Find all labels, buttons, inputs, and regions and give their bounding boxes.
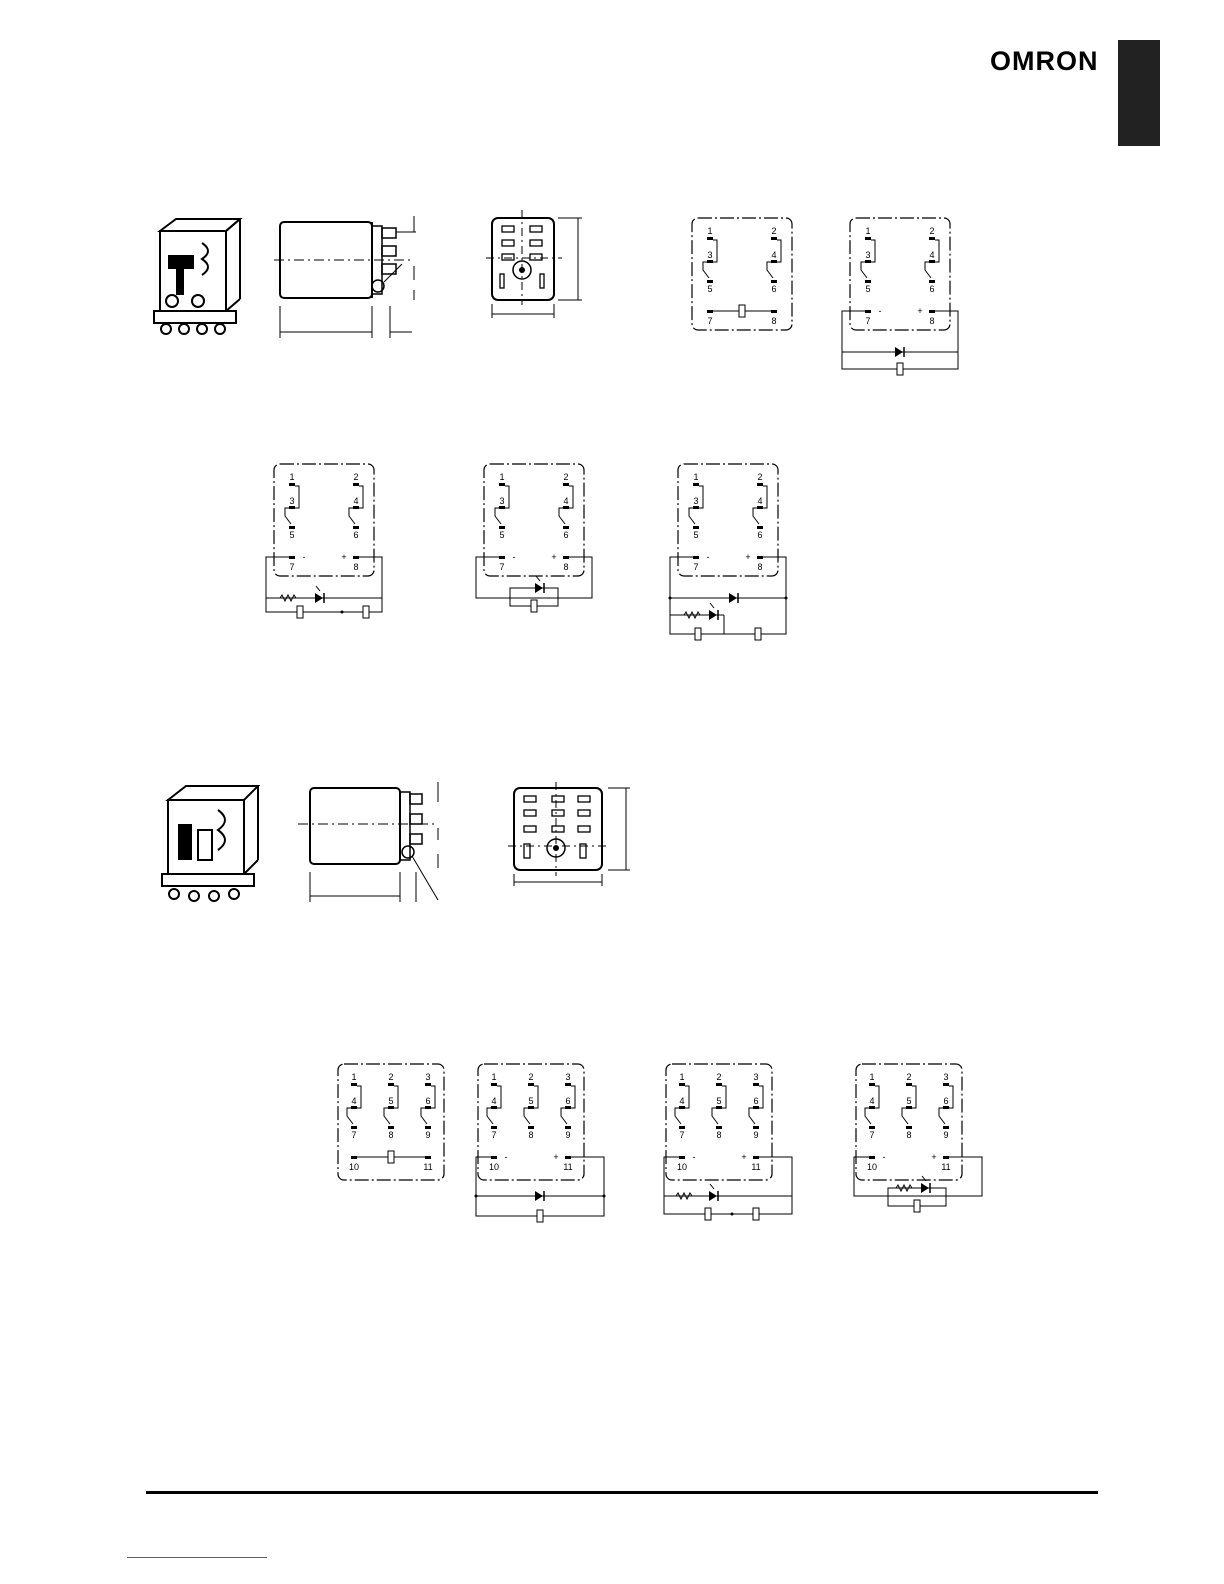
coil-symbol: [739, 305, 745, 317]
terminal-pad: [707, 260, 713, 263]
terminal-label: 10: [348, 1162, 360, 1172]
contact-switch: [712, 1108, 718, 1124]
terminal-label: 8: [757, 562, 763, 572]
polarity-plus: +: [341, 552, 347, 562]
terminal-label: 3: [289, 496, 295, 506]
terminal-label: 6: [929, 284, 935, 294]
terminal-label: 5: [693, 530, 699, 540]
diode-symbol: [709, 610, 717, 620]
terminal-label: 10: [676, 1162, 688, 1172]
contact-arm: [534, 1086, 538, 1108]
terminal-label: 4: [757, 496, 763, 506]
terminal-diagram-2pole-led-resistor: [480, 460, 610, 625]
terminal-label: 3: [565, 1072, 571, 1082]
contact-arm: [763, 486, 767, 508]
terminal-pad: [707, 280, 713, 283]
terminal-pad: [499, 483, 505, 486]
terminal-label: 9: [943, 1130, 949, 1140]
terminal-pad: [869, 1106, 875, 1109]
contact-arm: [295, 486, 299, 508]
terminal-label: 2: [388, 1072, 394, 1082]
terminal-label: 9: [565, 1130, 571, 1140]
terminal-pad: [499, 526, 505, 529]
terminal-pad: [865, 237, 871, 240]
contact-switch: [902, 1108, 908, 1124]
terminal-label: 10: [488, 1162, 500, 1172]
contact-switch: [767, 262, 773, 278]
contact-switch: [689, 508, 695, 524]
terminal-pad: [906, 1083, 912, 1086]
terminal-pad: [693, 556, 699, 559]
terminal-diagram-4pole-led-resistor: [852, 1060, 992, 1225]
contact-switch: [487, 1108, 493, 1124]
terminal-pad: [491, 1126, 497, 1129]
terminal-pad: [753, 1126, 759, 1129]
terminal-pad: [869, 1156, 875, 1159]
terminal-pad: [865, 310, 871, 313]
contact-switch: [753, 508, 759, 524]
coil-symbol: [755, 628, 761, 640]
contact-switch: [349, 508, 355, 524]
terminal-pad: [771, 237, 777, 240]
terminal-pad: [425, 1106, 431, 1109]
terminal-label: 2: [929, 226, 935, 236]
polarity-minus: -: [504, 1152, 508, 1162]
terminal-pad: [929, 237, 935, 240]
diode-symbol: [729, 593, 737, 603]
diode-symbol: [895, 347, 903, 357]
terminal-label: 1: [351, 1072, 357, 1082]
section-tab: [1118, 40, 1160, 146]
terminal-diagram-2pole-diode-led: [674, 460, 804, 645]
terminal-pad: [425, 1083, 431, 1086]
terminal-label: 6: [757, 530, 763, 540]
terminal-pad: [943, 1083, 949, 1086]
terminal-label: 2: [563, 472, 569, 482]
contact-arm: [912, 1086, 916, 1108]
terminal-label: 5: [707, 284, 713, 294]
terminal-pad: [351, 1126, 357, 1129]
polarity-plus: +: [745, 552, 751, 562]
terminal-pad: [289, 483, 295, 486]
coil-symbol: [897, 363, 903, 375]
terminal-label: 1: [865, 226, 871, 236]
terminal-label: 9: [753, 1130, 759, 1140]
terminal-pad: [528, 1083, 534, 1086]
terminal-label: 5: [906, 1096, 912, 1106]
terminal-label: 4: [351, 1096, 357, 1106]
terminal-pad: [679, 1126, 685, 1129]
terminal-pad: [563, 526, 569, 529]
terminal-pad: [716, 1106, 722, 1109]
terminal-pad: [716, 1126, 722, 1129]
coil-symbol: [363, 606, 369, 618]
terminal-pad: [679, 1156, 685, 1159]
contact-arm: [497, 1086, 501, 1108]
polarity-minus: -: [882, 1152, 886, 1162]
footer-rule: [146, 1491, 1098, 1494]
contact-switch: [561, 1108, 567, 1124]
terminal-pad: [491, 1083, 497, 1086]
relay-2pole-illustration: [150, 215, 246, 345]
contact-switch: [285, 508, 291, 524]
terminal-diagram-2pole-standard: [688, 214, 798, 334]
contact-switch: [675, 1108, 681, 1124]
terminal-label: 7: [289, 562, 295, 572]
contact-switch: [384, 1108, 390, 1124]
terminal-label: 1: [693, 472, 699, 482]
terminal-diagram-2pole-diode: [846, 214, 976, 379]
terminal-pad: [757, 556, 763, 559]
terminal-label: 11: [751, 1162, 761, 1172]
contact-arm: [871, 240, 875, 262]
contact-arm: [699, 486, 703, 508]
terminal-pad: [865, 280, 871, 283]
terminal-label: 3: [499, 496, 505, 506]
contact-arm: [431, 1086, 435, 1108]
contact-switch: [347, 1108, 353, 1124]
contact-arm: [949, 1086, 953, 1108]
terminal-pad: [771, 280, 777, 283]
terminal-label: 3: [693, 496, 699, 506]
terminal-label: 11: [423, 1162, 433, 1172]
terminal-pad: [353, 506, 359, 509]
terminal-pad: [869, 1083, 875, 1086]
terminal-pad: [679, 1083, 685, 1086]
terminal-label: 5: [388, 1096, 394, 1106]
polarity-minus: -: [512, 552, 516, 562]
terminal-label: 1: [499, 472, 505, 482]
polarity-minus: -: [878, 306, 882, 316]
terminal-pad: [757, 526, 763, 529]
terminal-label: 1: [289, 472, 295, 482]
polarity-plus: +: [917, 306, 923, 316]
terminal-pad: [865, 260, 871, 263]
terminal-label: 4: [679, 1096, 685, 1106]
contact-switch: [861, 262, 867, 278]
terminal-label: 6: [353, 530, 359, 540]
terminal-label: 2: [716, 1072, 722, 1082]
terminal-pad: [693, 526, 699, 529]
terminal-pad: [757, 483, 763, 486]
coil-symbol: [388, 1151, 394, 1163]
terminal-label: 4: [563, 496, 569, 506]
terminal-pad: [753, 1083, 759, 1086]
terminal-pad: [753, 1156, 759, 1159]
diode-symbol: [921, 1183, 929, 1193]
terminal-label: 7: [499, 562, 505, 572]
contact-arm: [722, 1086, 726, 1108]
terminal-label: 2: [757, 472, 763, 482]
terminal-label: 5: [289, 530, 295, 540]
terminal-pad: [499, 556, 505, 559]
terminal-label: 3: [753, 1072, 759, 1082]
terminal-label: 6: [565, 1096, 571, 1106]
relay-4pole-side-dimension-drawing: [298, 776, 448, 906]
terminal-pad: [707, 237, 713, 240]
polarity-plus: +: [931, 1152, 937, 1162]
terminal-label: 3: [865, 250, 871, 260]
coil-symbol: [531, 600, 537, 612]
terminal-label: 1: [491, 1072, 497, 1082]
contact-arm: [571, 1086, 575, 1108]
terminal-label: 8: [929, 316, 935, 326]
coil-wire: [670, 557, 786, 598]
terminal-pad: [351, 1106, 357, 1109]
terminal-label: 5: [499, 530, 505, 540]
terminal-pad: [388, 1083, 394, 1086]
led-emit-arrow: [710, 603, 714, 608]
terminal-pad: [716, 1083, 722, 1086]
coil-symbol: [914, 1200, 920, 1212]
terminal-pad: [289, 506, 295, 509]
terminal-label: 3: [943, 1072, 949, 1082]
contact-arm: [935, 240, 939, 262]
terminal-pad: [693, 483, 699, 486]
terminal-pad: [929, 310, 935, 313]
terminal-pad: [943, 1106, 949, 1109]
diode-symbol: [709, 1191, 717, 1201]
terminal-pad: [771, 260, 777, 263]
terminal-label: 6: [943, 1096, 949, 1106]
terminal-pad: [425, 1156, 431, 1159]
terminal-pad: [929, 280, 935, 283]
terminal-label: 5: [716, 1096, 722, 1106]
terminal-label: 6: [563, 530, 569, 540]
contact-switch: [559, 508, 565, 524]
terminal-pad: [528, 1126, 534, 1129]
footer-link-underline[interactable]: [127, 1557, 267, 1558]
terminal-label: 4: [771, 250, 777, 260]
terminal-pad: [528, 1106, 534, 1109]
coil-symbol: [297, 606, 303, 618]
terminal-label: 8: [771, 316, 777, 326]
terminal-pad: [757, 506, 763, 509]
terminal-label: 4: [353, 496, 359, 506]
relay-4pole-illustration: [158, 780, 268, 910]
terminal-pad: [353, 556, 359, 559]
terminal-pad: [388, 1106, 394, 1109]
terminal-label: 7: [491, 1130, 497, 1140]
terminal-label: 7: [693, 562, 699, 572]
contact-arm: [359, 486, 363, 508]
terminal-pad: [565, 1156, 571, 1159]
terminal-pad: [679, 1106, 685, 1109]
terminal-diagram-4pole-diode: [474, 1060, 614, 1225]
polarity-minus: -: [692, 1152, 696, 1162]
terminal-label: 7: [351, 1130, 357, 1140]
diode-symbol: [315, 593, 323, 603]
led-wire: [670, 598, 786, 634]
terminal-label: 7: [869, 1130, 875, 1140]
relay-2pole-bottom-dimension-drawing: [486, 210, 596, 325]
contact-arm: [713, 240, 717, 262]
contact-switch: [421, 1108, 427, 1124]
coil-wire: [842, 311, 958, 352]
terminal-label: 2: [771, 226, 777, 236]
led-wire: [664, 1196, 792, 1214]
terminal-pad: [693, 506, 699, 509]
terminal-label: 8: [716, 1130, 722, 1140]
terminal-pad: [289, 526, 295, 529]
contact-switch: [703, 262, 709, 278]
contact-arm: [685, 1086, 689, 1108]
polarity-plus: +: [741, 1152, 747, 1162]
contact-arm: [759, 1086, 763, 1108]
led-emit-arrow: [536, 576, 540, 581]
contact-switch: [939, 1108, 945, 1124]
terminal-pad: [943, 1156, 949, 1159]
terminal-pad: [289, 556, 295, 559]
terminal-pad: [771, 310, 777, 313]
terminal-pad: [425, 1126, 431, 1129]
terminal-label: 8: [563, 562, 569, 572]
terminal-pad: [565, 1126, 571, 1129]
terminal-label: 2: [906, 1072, 912, 1082]
terminal-label: 8: [353, 562, 359, 572]
terminal-pad: [491, 1106, 497, 1109]
terminal-label: 1: [707, 226, 713, 236]
contact-arm: [357, 1086, 361, 1108]
terminal-pad: [351, 1083, 357, 1086]
contact-arm: [569, 486, 573, 508]
contact-switch: [925, 262, 931, 278]
contact-switch: [865, 1108, 871, 1124]
terminal-pad: [906, 1126, 912, 1129]
terminal-label: 3: [425, 1072, 431, 1082]
coil-symbol: [753, 1208, 759, 1220]
terminal-label: 5: [865, 284, 871, 294]
contact-arm: [875, 1086, 879, 1108]
terminal-label: 8: [906, 1130, 912, 1140]
terminal-label: 5: [528, 1096, 534, 1106]
terminal-pad: [353, 526, 359, 529]
terminal-label: 11: [941, 1162, 951, 1172]
terminal-label: 8: [388, 1130, 394, 1140]
terminal-pad: [353, 483, 359, 486]
terminal-label: 7: [707, 316, 713, 326]
relay-4pole-bottom-dimension-drawing: [508, 782, 638, 892]
terminal-label: 7: [865, 316, 871, 326]
terminal-label: 9: [425, 1130, 431, 1140]
terminal-pad: [565, 1083, 571, 1086]
contact-arm: [505, 486, 509, 508]
terminal-label: 3: [707, 250, 713, 260]
coil-symbol: [705, 1208, 711, 1220]
contact-switch: [495, 508, 501, 524]
terminal-label: 2: [353, 472, 359, 482]
terminal-pad: [906, 1106, 912, 1109]
terminal-label: 1: [869, 1072, 875, 1082]
terminal-pad: [563, 556, 569, 559]
terminal-pad: [753, 1106, 759, 1109]
terminal-pad: [929, 260, 935, 263]
coil-symbol: [537, 1210, 543, 1222]
led-emit-arrow: [316, 586, 320, 591]
diode-symbol: [535, 1191, 543, 1201]
terminal-label: 4: [491, 1096, 497, 1106]
polarity-minus: -: [706, 552, 710, 562]
terminal-diagram-2pole-led: [270, 460, 400, 625]
terminal-diagram-4pole-led: [662, 1060, 802, 1225]
terminal-pad: [563, 506, 569, 509]
terminal-pad: [563, 483, 569, 486]
terminal-label: 6: [425, 1096, 431, 1106]
terminal-pad: [351, 1156, 357, 1159]
polarity-minus: -: [302, 552, 306, 562]
contact-switch: [524, 1108, 530, 1124]
terminal-pad: [388, 1126, 394, 1129]
terminal-pad: [491, 1156, 497, 1159]
terminal-pad: [869, 1126, 875, 1129]
polarity-plus: +: [551, 552, 557, 562]
terminal-label: 6: [771, 284, 777, 294]
terminal-label: 4: [929, 250, 935, 260]
polarity-plus: +: [553, 1152, 559, 1162]
terminal-label: 10: [866, 1162, 878, 1172]
relay-2pole-side-dimension-drawing: [274, 210, 424, 340]
terminal-diagram-4pole-standard: [334, 1060, 449, 1190]
coil-wire: [476, 557, 592, 598]
terminal-pad: [707, 310, 713, 313]
terminal-pad: [499, 506, 505, 509]
contact-arm: [777, 240, 781, 262]
diode-symbol: [535, 583, 543, 593]
terminal-label: 6: [753, 1096, 759, 1106]
terminal-pad: [943, 1126, 949, 1129]
coil-wire: [266, 557, 382, 598]
coil-symbol: [695, 628, 701, 640]
terminal-label: 7: [679, 1130, 685, 1140]
terminal-pad: [565, 1106, 571, 1109]
terminal-label: 8: [528, 1130, 534, 1140]
terminal-label: 1: [679, 1072, 685, 1082]
contact-arm: [394, 1086, 398, 1108]
led-emit-arrow: [710, 1184, 714, 1189]
omron-logo: OMRON: [990, 46, 1099, 76]
terminal-label: 4: [869, 1096, 875, 1106]
terminal-label: 11: [563, 1162, 573, 1172]
contact-switch: [749, 1108, 755, 1124]
terminal-label: 2: [528, 1072, 534, 1082]
